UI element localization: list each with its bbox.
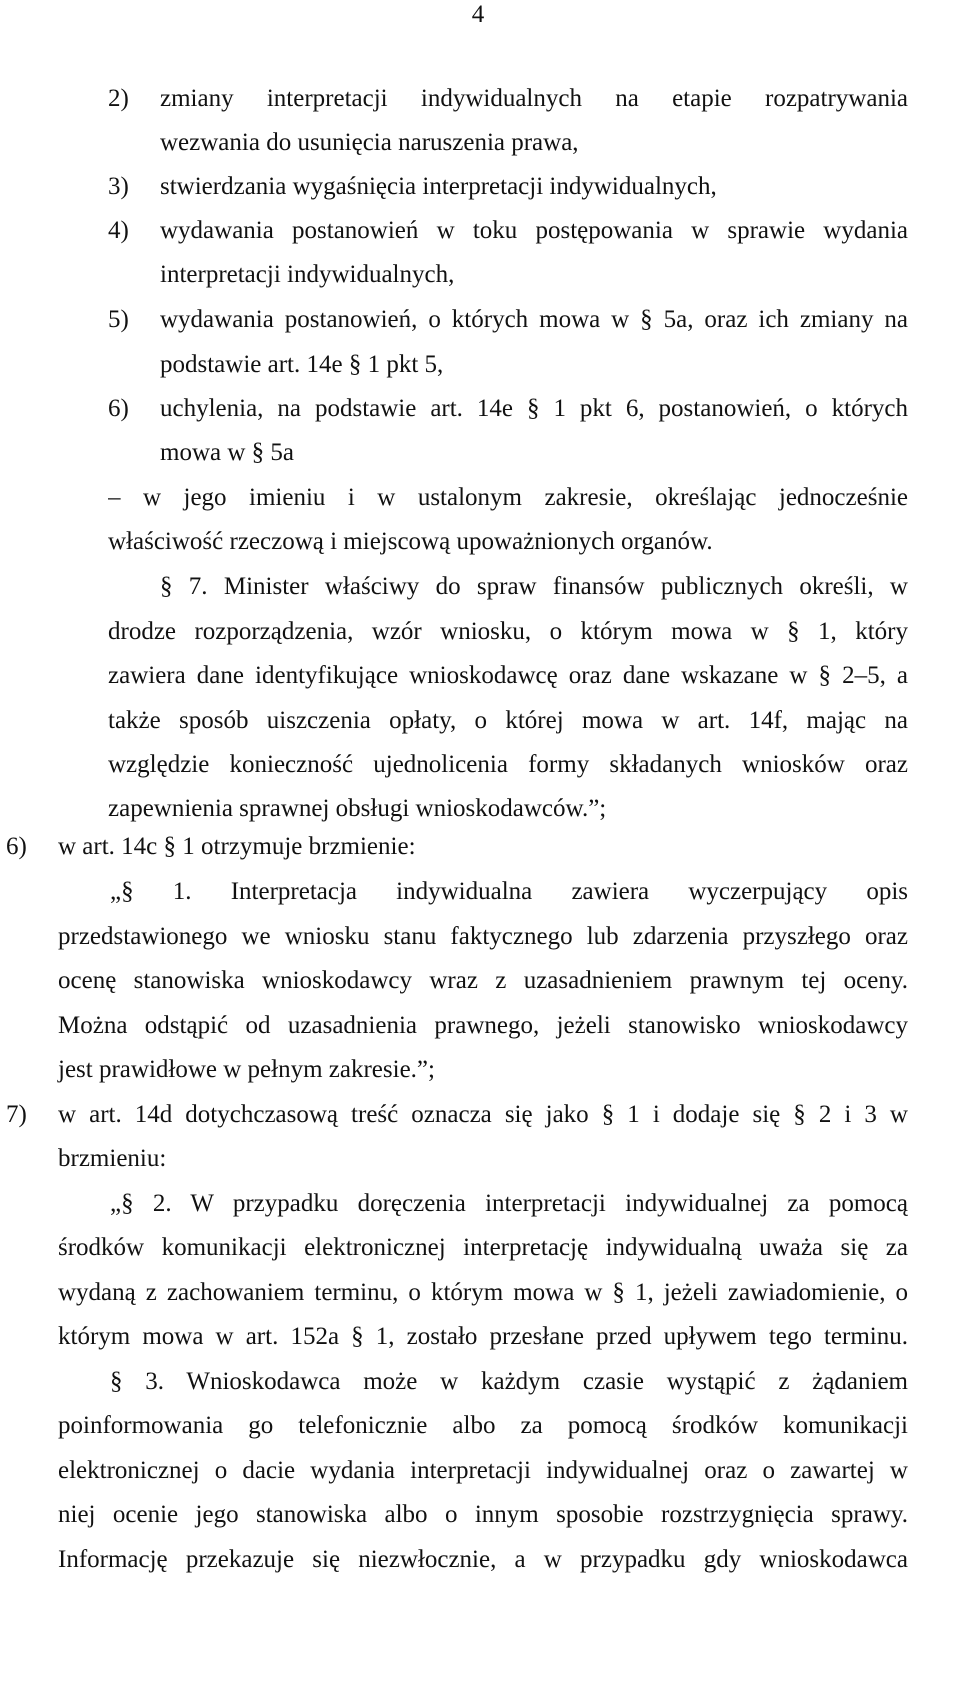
text-line: mowa w § 5a	[160, 439, 294, 466]
text-line: – w jego imieniu i w ustalonym zakresie, określając jednocześnie	[108, 484, 908, 511]
text-line: interpretacji indywidualnych,	[160, 261, 455, 288]
text-line: przedstawionego we wniosku stanu faktycznego lub zdarzenia przyszłego oraz	[58, 923, 908, 950]
text-line: poinformowania go telefonicznie albo za pomocą środków komunikacji	[58, 1412, 908, 1439]
text-line: wydawania postanowień w toku postępowania w sprawie wydania	[160, 217, 908, 244]
text-line: jest prawidłowe w pełnym zakresie.”;	[58, 1056, 435, 1083]
text-line: uchylenia, na podstawie art. 14e § 1 pkt 6, postanowień, o których	[160, 395, 908, 422]
text-line: w art. 14c § 1 otrzymuje brzmienie:	[58, 833, 416, 860]
text-line: także sposób uiszczenia opłaty, o której mowa w art. 14f, mając na	[108, 707, 908, 734]
text-line: którym mowa w art. 152a § 1, zostało przesłane przed upływem tego terminu.	[58, 1323, 908, 1350]
text-line: brzmieniu:	[58, 1145, 167, 1172]
text-line: niej ocenie jego stanowiska albo o innym sposobie rozstrzygnięcia sprawy.	[58, 1501, 908, 1528]
text-line: podstawie art. 14e § 1 pkt 5,	[160, 351, 444, 378]
text-line: zawiera dane identyfikujące wnioskodawcę oraz dane wskazane w § 2–5, a	[108, 662, 908, 689]
text-line: środków komunikacji elektronicznej interpretację indywidualną uważa się za	[58, 1234, 908, 1261]
page-number: 4	[471, 1, 485, 28]
text-line: „§ 2. W przypadku doręczenia interpretacji indywidualnej za pomocą	[110, 1190, 908, 1217]
text-line: stwierdzania wygaśnięcia interpretacji indywidualnych,	[160, 173, 717, 200]
text-line: wydaną z zachowaniem terminu, o którym mowa w § 1, jeżeli zawiadomienie, o	[58, 1279, 908, 1306]
text-line: w art. 14d dotychczasową treść oznacza się jako § 1 i dodaje się § 2 i 3 w	[58, 1101, 908, 1128]
text-line: § 3. Wnioskodawca może w każdym czasie wystąpić z żądaniem	[110, 1368, 908, 1395]
text-line: § 7. Minister właściwy do spraw finansów publicznych określi, w	[160, 573, 908, 600]
point-number-7: 7)	[6, 1101, 27, 1128]
text-line: zapewnienia sprawnej obsługi wnioskodawców.”;	[108, 795, 607, 822]
text-line: wydawania postanowień, o których mowa w § 5a, oraz ich zmiany na	[160, 306, 908, 333]
text-line: Można odstąpić od uzasadnienia prawnego, jeżeli stanowisko wnioskodawcy	[58, 1012, 908, 1039]
item-number-4: 4)	[108, 217, 129, 244]
item-number-5: 5)	[108, 306, 129, 333]
text-line: elektronicznej o dacie wydania interpretacji indywidualnej oraz o zawartej w	[58, 1457, 908, 1484]
item-number-3: 3)	[108, 173, 129, 200]
item-number-2: 2)	[108, 85, 129, 112]
text-line: ocenę stanowiska wnioskodawcy wraz z uzasadnieniem prawnym tej oceny.	[58, 967, 908, 994]
text-line: właściwość rzeczową i miejscową upoważnionych organów.	[108, 528, 713, 555]
text-line: względzie konieczność ujednolicenia formy składanych wniosków oraz	[108, 751, 908, 778]
item-number-6: 6)	[108, 395, 129, 422]
point-number-6: 6)	[6, 833, 27, 860]
text-line: drodze rozporządzenia, wzór wniosku, o którym mowa w § 1, który	[108, 618, 908, 645]
text-line: Informację przekazuje się niezwłocznie, a w przypadku gdy wnioskodawca	[58, 1546, 908, 1573]
text-line: wezwania do usunięcia naruszenia prawa,	[160, 129, 579, 156]
text-line: „§ 1. Interpretacja indywidualna zawiera wyczerpujący opis	[110, 878, 908, 905]
text-line: zmiany interpretacji indywidualnych na etapie rozpatrywania	[160, 85, 908, 112]
